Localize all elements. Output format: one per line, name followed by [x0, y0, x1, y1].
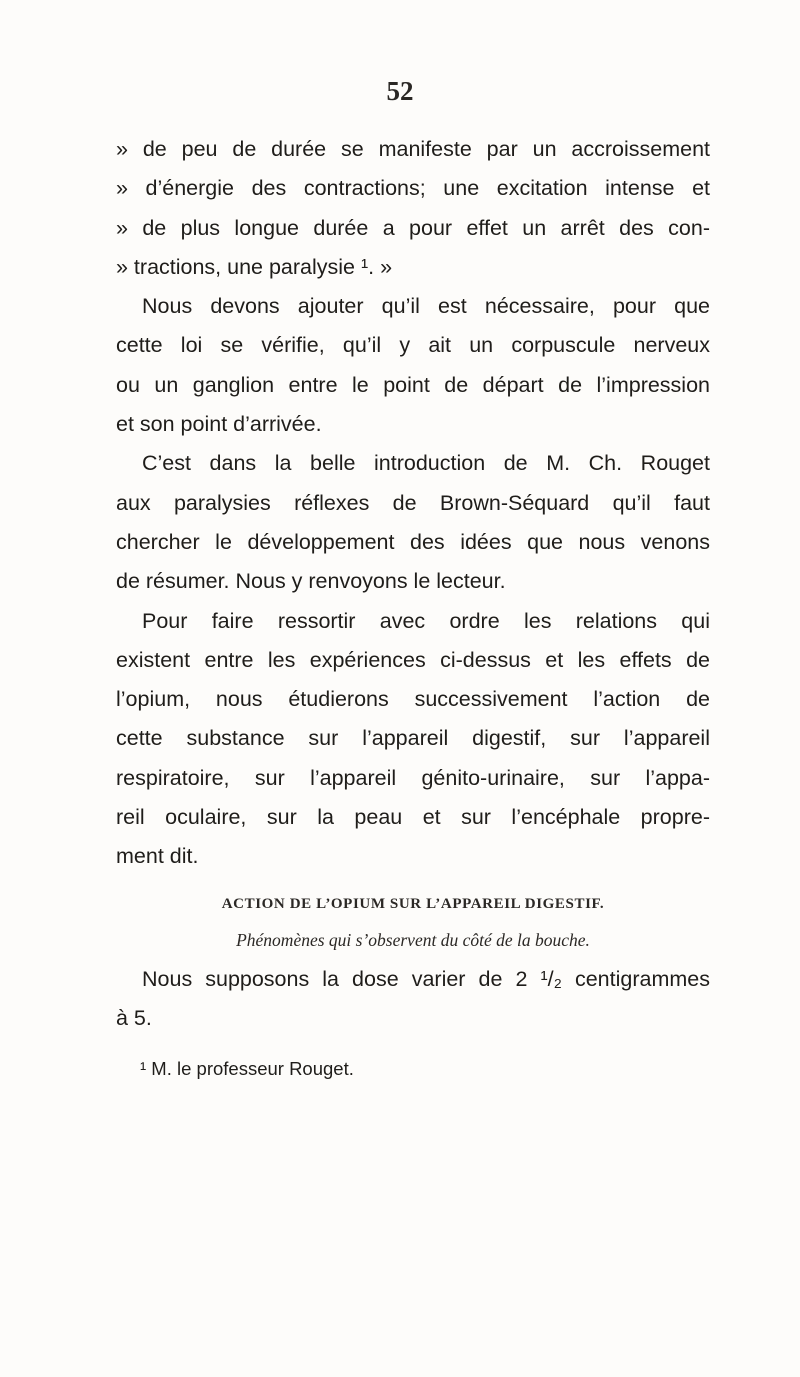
body-text-line: » de plus longue durée a pour effet un arrêt des con- — [116, 215, 710, 240]
subheading: Phénomènes qui s’observent du côté de la bouche. — [236, 930, 590, 950]
body-text-line: Pour faire ressortir avec ordre les relations qui — [142, 608, 710, 633]
body-text-line: l’opium, nous étudierons successivement l’action de — [116, 687, 710, 712]
page-number: 52 — [386, 76, 414, 106]
paragraph-dose — [116, 960, 710, 1039]
paragraph-line: Nous supposons la dose varier de 2 ¹/₂ centigrammes — [142, 967, 710, 991]
footnote: ¹ M. le professeur Rouget. — [140, 1058, 354, 1079]
body-text-line: aux paralysies réflexes de Brown-Séquard qu’il faut — [116, 490, 710, 515]
body-text-line: cette loi se vérifie, qu’il y ait un corpuscule nerveux — [116, 333, 710, 358]
body-text-line: » tractions, une paralysie ¹. » — [116, 254, 393, 279]
body-text — [116, 130, 710, 877]
body-text-line: ment dit. — [116, 844, 199, 869]
body-text-line: ou un ganglion entre le point de départ de l’impression — [116, 372, 710, 397]
body-text-line: » d’énergie des contractions; une excitation intense et — [116, 176, 710, 201]
body-text-line: reil oculaire, sur la peau et sur l’encéphale propre- — [116, 805, 710, 830]
body-text-line: C’est dans la belle introduction de M. Ch. Rouget — [142, 451, 710, 476]
body-text-line: chercher le développement des idées que nous venons — [116, 529, 710, 554]
section-heading: ACTION DE L’OPIUM SUR L’APPAREIL DIGESTIF. — [221, 896, 605, 912]
body-text-line: existent entre les expériences ci-dessus et les effets de — [116, 647, 710, 672]
body-text-line: Nous devons ajouter qu’il est nécessaire, pour que — [142, 294, 710, 319]
body-text-line: de résumer. Nous y renvoyons le lecteur. — [116, 569, 506, 594]
body-text-line: respiratoire, sur l’appareil génito-urinaire, sur l’appa- — [116, 765, 710, 790]
body-text-line: cette substance sur l’appareil digestif, sur l’appareil — [116, 726, 710, 751]
paragraph-line: à 5. — [116, 1006, 152, 1031]
body-text-line: et son point d’arrivée. — [116, 412, 322, 437]
body-text-line: » de peu de durée se manifeste par un accroissement — [116, 137, 710, 161]
